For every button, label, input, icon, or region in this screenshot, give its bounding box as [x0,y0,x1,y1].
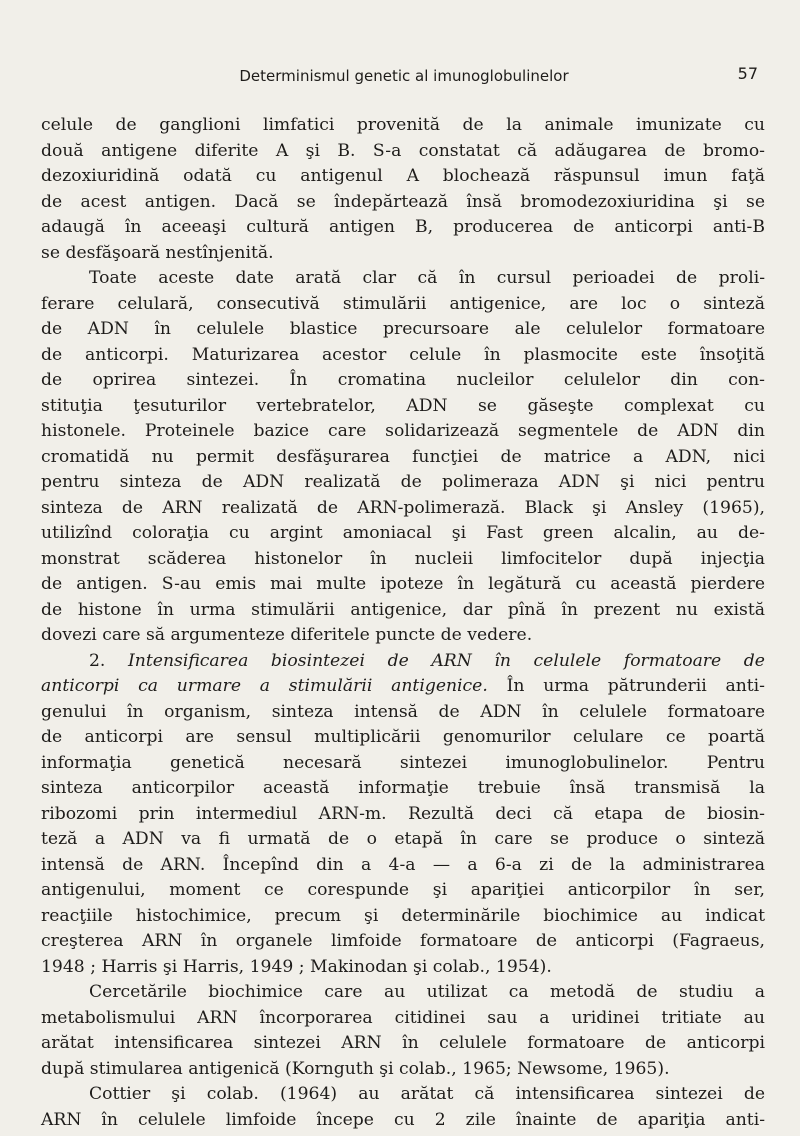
text-line: două antigene diferite A şi B. S-a constatat că adăugarea de bromo- [41,140,765,161]
page-number: 57 [737,64,758,83]
text-line: intensă de ARN. Începînd din a 4-a — a 6-a zi de la administrarea [41,854,765,875]
text-line: de acest antigen. Dacă se îndepărtează însă bromodezoxiuridina şi se [41,191,765,212]
text-line: după stimularea antigenică (Kornguth şi colab., 1965; Newsome, 1965). [41,1058,670,1079]
section-heading-line [41,649,765,675]
page-header [40,64,768,90]
text-line: informaţia genetică necesară sintezei imunoglobulinelor. Pentru [41,752,765,773]
text-line: cromatidă nu permit desfăşurarea funcţiei de matrice a ADN, nici [41,446,765,467]
text-line: celule de ganglioni limfatici provenită de la animale imunizate cu [41,115,765,135]
text-line: dovezi care să argumenteze diferitele puncte de vedere. [41,625,533,645]
text-line: de oprirea sintezei. În cromatina nucleilor celulelor din con- [41,370,765,390]
text-line: histonele. Proteinele bazice care solidarizează segmentele de ADN din [41,421,765,441]
text-line: teză a ADN va fi urmată de o etapă în care se produce o sinteză [41,829,765,849]
running-title: Determinismul genetic al imunoglobulinelor [239,67,569,85]
text-line: antigenului, moment ce corespunde şi apariţiei anticorpilor în ser, [41,880,765,900]
text-line: se desfăşoară nestînjenită. [41,242,274,263]
text-line: arătat intensificarea sintezei ARN în celulele formatoare de anticorpi [41,1033,765,1053]
text-line: utilizînd coloraţia cu argint amoniacal şi Fast green alcalin, au de- [41,523,765,543]
text-line: ARN în celulele limfoide începe cu 2 zile înainte de apariţia anti- [41,1109,765,1130]
text-line: metabolismului ARN încorporarea citidinei sau a uridinei tritiate au [41,1007,765,1028]
text-line: de histone în urma stimulării antigenice, dar pînă în prezent nu există [41,599,765,620]
body-text [41,113,765,1133]
section-title: Intensificarea biosintezei de ARN în celulele formatoare de [128,650,765,671]
text-line: creşterea ARN în organele limfoide formatoare de anticorpi (Fagraeus, [41,931,765,951]
text-line: genului în organism, sinteza intensă de ADN în celulele formatoare [41,701,765,722]
text-line: sinteza anticorpilor această informaţie trebuie însă transmisă la [41,778,765,798]
text-line: sinteza de ARN realizată de ARN-polimerază. Black şi Ansley (1965), [41,497,765,518]
text-line: monstrat scăderea histonelor în nucleii limfocitelor după injecţia [41,548,765,569]
text-line: 1948 ; Harris şi Harris, 1949 ; Makinodan şi colab., 1954). [41,956,552,977]
text-line: stituţia ţesuturilor vertebratelor, ADN se găseşte complexat cu [41,395,765,416]
text-line: de antigen. S-au emis mai multe ipoteze în legătură cu această pierdere [41,574,765,594]
text-line: Cottier şi colab. (1964) au arătat că intensificarea sintezei de [89,1084,765,1104]
text-line: Cercetările biochimice care au utilizat ca metodă de studiu a [89,982,765,1002]
text-line: adaugă în aceeaşi cultură antigen B, producerea de anticorpi anti-B [41,217,765,237]
text-line: dezoxiuridină odată cu antigenul A blochează răspunsul imun faţă [41,166,765,186]
text-fragment: În urma pătrunderii anti- [506,676,765,696]
text-line: de ADN în celulele blastice precursoare ale celulelor formatoare [41,319,765,339]
text-line: de anticorpi are sensul multiplicării genomurilor celulare ce poartă [41,727,765,747]
section-number: 2. [89,650,129,671]
text-line: ferare celulară, consecutivă stimulării antigenice, are loc o sinteză [41,293,765,314]
section-heading-line [41,674,765,700]
text-line: Toate aceste date arată clar că în cursul perioadei de proli- [89,268,765,288]
text-line: pentru sinteza de ADN realizată de polimeraza ADN şi nici pentru [41,472,765,492]
text-line: de anticorpi. Maturizarea acestor celule în plasmocite este însoţită [41,344,765,365]
text-line: ribozomi prin intermediul ARN-m. Rezultă deci că etapa de biosin- [41,803,765,824]
section-title: anticorpi ca urmare a stimulării antigenice. [41,676,488,696]
text-line: reacţiile histochimice, precum şi determinările biochimice au indicat [41,905,765,926]
